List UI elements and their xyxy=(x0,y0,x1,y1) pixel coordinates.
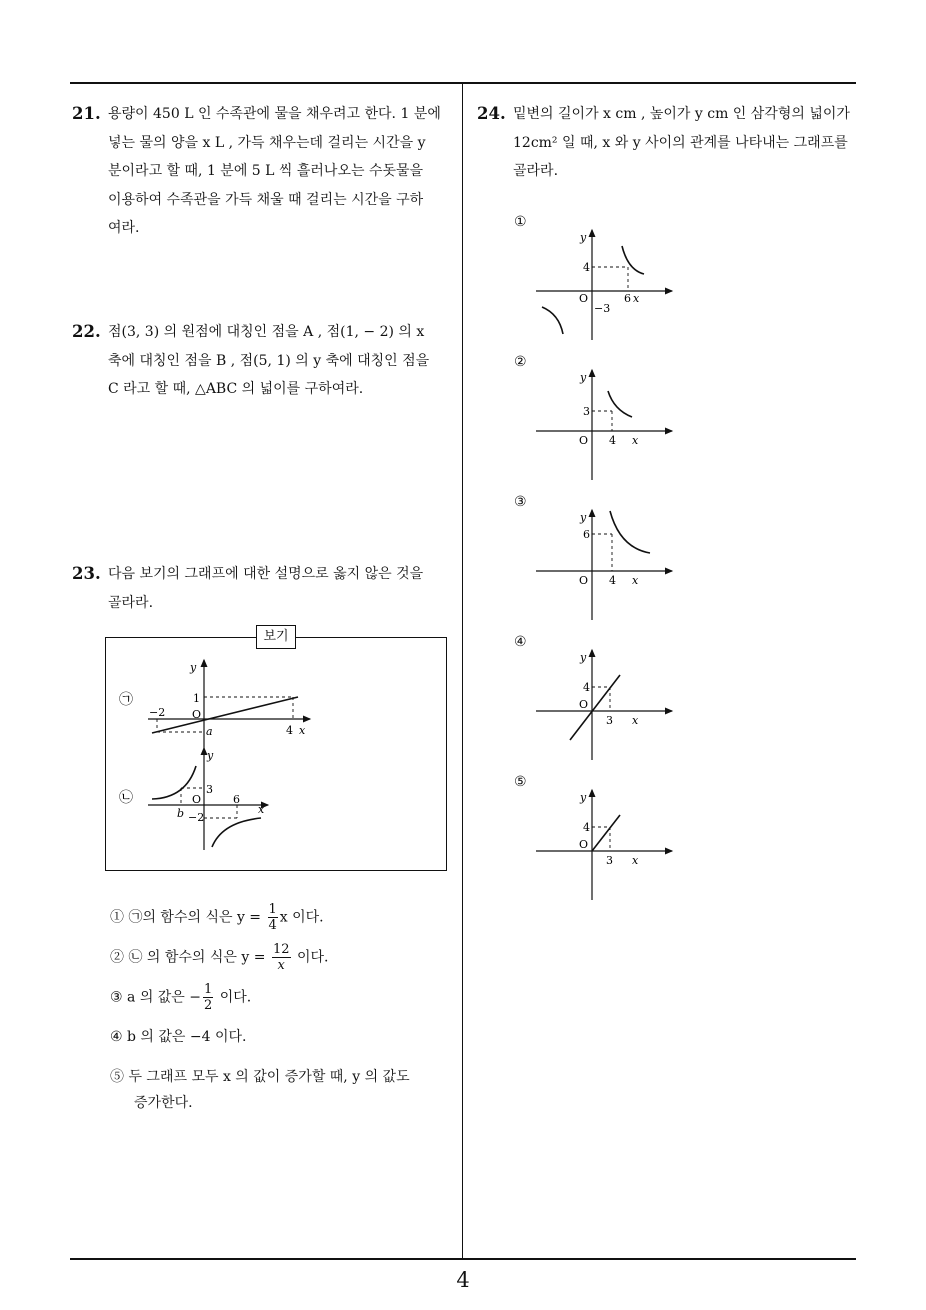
origin-label: O xyxy=(579,292,589,305)
option-mark: ② xyxy=(110,949,124,966)
option-text: x 이다. xyxy=(279,909,324,926)
tick-label: 6 xyxy=(233,793,240,806)
bottom-rule xyxy=(70,1258,856,1260)
choice-mark: ④ xyxy=(514,634,527,650)
tick-label: 3 xyxy=(206,783,213,796)
option-1[interactable] xyxy=(110,902,324,933)
origin-label: O xyxy=(192,793,202,806)
question-line: 12cm² 일 때, x 와 y 사이의 관계를 나타내는 그래프를 xyxy=(513,134,848,151)
choice-mark: ② xyxy=(514,354,527,370)
option-5-cont: 증가한다. xyxy=(134,1095,193,1111)
tick-label: 4 xyxy=(609,574,616,587)
option-mark: ① xyxy=(110,909,124,926)
example-box-label: 보기 xyxy=(256,625,296,649)
question-line: 골라라. xyxy=(108,594,154,611)
tick-label: 3 xyxy=(606,854,613,867)
question-number: 24. xyxy=(477,104,506,123)
option-text: a 의 값은 − xyxy=(127,989,202,1006)
choice-2-graph xyxy=(532,364,682,494)
column-divider xyxy=(462,83,463,1259)
tick-label: 4 xyxy=(609,434,616,447)
axis-label: y xyxy=(207,749,214,762)
option-3[interactable] xyxy=(110,982,251,1013)
axis-label: y xyxy=(580,651,587,664)
tick-label: 1 xyxy=(193,692,200,705)
example-box xyxy=(105,637,447,871)
line xyxy=(570,675,620,740)
tick-label: −2 xyxy=(188,811,205,824)
choice-1-graph xyxy=(532,224,682,354)
option-4[interactable] xyxy=(110,1026,247,1046)
question-22 xyxy=(72,318,460,404)
curve xyxy=(610,511,650,553)
axis-label: x xyxy=(299,724,306,737)
axis-label: x xyxy=(632,574,639,587)
tick-label: −2 xyxy=(149,706,166,719)
question-number: 22. xyxy=(72,322,101,341)
graph-b-marker: ㉡ xyxy=(119,790,133,806)
origin-label: O xyxy=(579,574,589,587)
tick-label: 4 xyxy=(583,821,590,834)
choice-4-graph xyxy=(532,644,682,774)
axis-label: x xyxy=(632,434,639,447)
question-line: 여라. xyxy=(108,220,140,236)
axis-label: y xyxy=(580,231,587,244)
graph-b-curve-right xyxy=(212,818,261,847)
graph-a-line xyxy=(152,697,298,733)
axis-label: y xyxy=(580,511,587,524)
option-5[interactable] xyxy=(110,1066,410,1086)
tick-label: 6 xyxy=(624,292,631,305)
question-21 xyxy=(72,100,460,243)
question-line: 이용하여 수족관을 가득 채울 때 걸리는 시간을 구하 xyxy=(108,191,424,208)
question-line: 밑변의 길이가 x cm , 높이가 y cm 인 삼각형의 넓이가 xyxy=(513,106,850,122)
question-line: 점(3, 3) 의 원점에 대칭인 점을 A , 점(1, − 2) 의 x xyxy=(108,324,425,340)
option-text: 두 그래프 모두 x 의 값이 증가할 때, y 의 값도 xyxy=(128,1069,410,1085)
tick-label: b xyxy=(177,807,185,820)
question-23 xyxy=(72,560,460,617)
axis-label: x xyxy=(632,854,639,867)
axis-label: y xyxy=(580,371,587,384)
option-text: b 의 값은 −4 이다. xyxy=(127,1029,247,1045)
page-number: 4 xyxy=(456,1268,470,1292)
axis-label: x xyxy=(632,714,639,727)
tick-label: 6 xyxy=(583,528,590,541)
tick-label: a xyxy=(206,725,213,738)
question-number: 21. xyxy=(72,104,101,123)
axis-label: y xyxy=(580,791,587,804)
fraction: $\frac{12}{x}$ xyxy=(272,942,290,973)
line xyxy=(592,815,620,851)
question-24 xyxy=(477,100,861,186)
tick-label: 4 xyxy=(286,724,293,737)
curve xyxy=(542,307,563,334)
graph-a-marker: ㉠ xyxy=(119,692,133,708)
question-line: 축에 대칭인 점을 B , 점(5, 1) 의 y 축에 대칭인 점을 xyxy=(108,352,430,369)
axis-label: x xyxy=(258,803,265,816)
tick-label: 4 xyxy=(583,261,590,274)
question-line: 다음 보기의 그래프에 대한 설명으로 옳지 않은 것을 xyxy=(108,566,424,582)
tick-label: 4 xyxy=(583,681,590,694)
tick-label: 3 xyxy=(606,714,613,727)
tick-label: 3 xyxy=(583,405,590,418)
option-text: ㉠의 함수의 식은 y = xyxy=(128,909,266,926)
question-line: 분이라고 할 때, 1 분에 5 L 씩 흘러나오는 수돗물을 xyxy=(108,163,424,179)
option-2[interactable] xyxy=(110,942,328,973)
tick-label: −3 xyxy=(594,302,611,315)
axis-label: x xyxy=(633,292,640,305)
option-text: 이다. xyxy=(292,949,329,966)
choice-mark: ③ xyxy=(514,494,527,510)
top-rule xyxy=(70,82,856,84)
question-line: 넣는 물의 양을 x L , 가득 채우는데 걸리는 시간을 y xyxy=(108,134,426,151)
origin-label: O xyxy=(579,434,589,447)
question-line: 골라라. xyxy=(513,163,559,179)
choice-5-graph xyxy=(532,784,682,914)
curve xyxy=(622,246,644,274)
option-text: ㉡ 의 함수의 식은 y = xyxy=(128,949,270,966)
origin-label: O xyxy=(579,838,589,851)
question-number: 23. xyxy=(72,564,101,583)
origin-label: O xyxy=(579,698,589,711)
graph-b-curve-left xyxy=(152,766,196,799)
choice-mark: ⑤ xyxy=(514,774,527,790)
example-graphs xyxy=(106,638,446,870)
question-line: 용량이 450 L 인 수족관에 물을 채우려고 한다. 1 분에 xyxy=(108,106,441,122)
fraction: $\frac{1}{4}$ xyxy=(268,902,277,933)
question-line: C 라고 할 때, △ABC 의 넓이를 구하여라. xyxy=(108,381,364,397)
fraction: $\frac{1}{2}$ xyxy=(204,982,213,1013)
choice-mark: ① xyxy=(514,214,527,230)
axis-label: y xyxy=(190,661,197,674)
origin-label: O xyxy=(192,708,202,721)
option-mark: ③ xyxy=(110,989,123,1006)
option-mark: ④ xyxy=(110,1029,123,1045)
option-text: 이다. xyxy=(215,989,252,1006)
choice-3-graph xyxy=(532,504,682,634)
option-mark: ⑤ xyxy=(110,1069,124,1085)
